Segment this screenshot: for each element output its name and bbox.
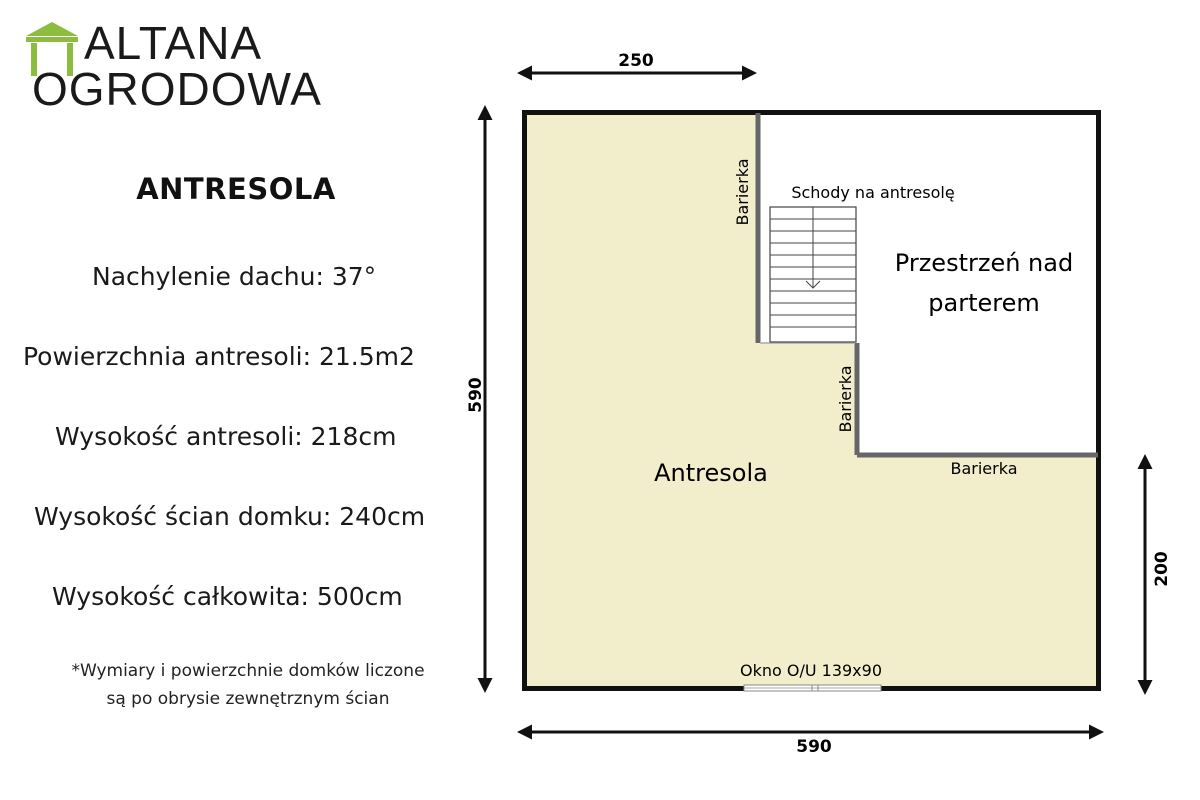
window-label: Okno O/U 139x90 [739, 661, 883, 680]
window [744, 685, 881, 691]
spec-mezzanine-area: Powierzchnia antresoli: 21.5m2 [23, 342, 415, 371]
footnote-line1: *Wymiary i powierzchnie domków liczone [71, 661, 425, 681]
barrier-label-lower: Barierka [836, 365, 855, 433]
void-label-line1: Przestrzeń nad [894, 249, 1074, 277]
logo-text-line2: OGRODOWA [32, 63, 322, 115]
void-label-line2: parterem [928, 289, 1040, 317]
mezzanine-label: Antresola [654, 459, 768, 487]
stairs-label: Schody na antresolę [791, 183, 955, 202]
spec-mezzanine-height: Wysokość antresoli: 218cm [55, 422, 397, 451]
dimension-label-right: 200 [1152, 551, 1172, 587]
spec-roof-pitch: Nachylenie dachu: 37° [92, 262, 377, 291]
barrier-label-horizontal: Barierka [950, 459, 1018, 478]
dimension-label-top: 250 [618, 51, 654, 71]
spec-wall-height: Wysokość ścian domku: 240cm [34, 502, 426, 531]
spec-total-height: Wysokość całkowita: 500cm [52, 582, 403, 611]
dimension-label-left: 590 [466, 377, 486, 413]
barrier-label-upper: Barierka [733, 158, 752, 226]
footnote-line2: są po obrysie zewnętrznym ścian [106, 689, 390, 709]
dimension-label-bottom: 590 [796, 737, 832, 757]
stairs [770, 207, 856, 342]
page-title: ANTRESOLA [136, 172, 336, 206]
logo-text-line1: ALTANA [84, 17, 263, 69]
